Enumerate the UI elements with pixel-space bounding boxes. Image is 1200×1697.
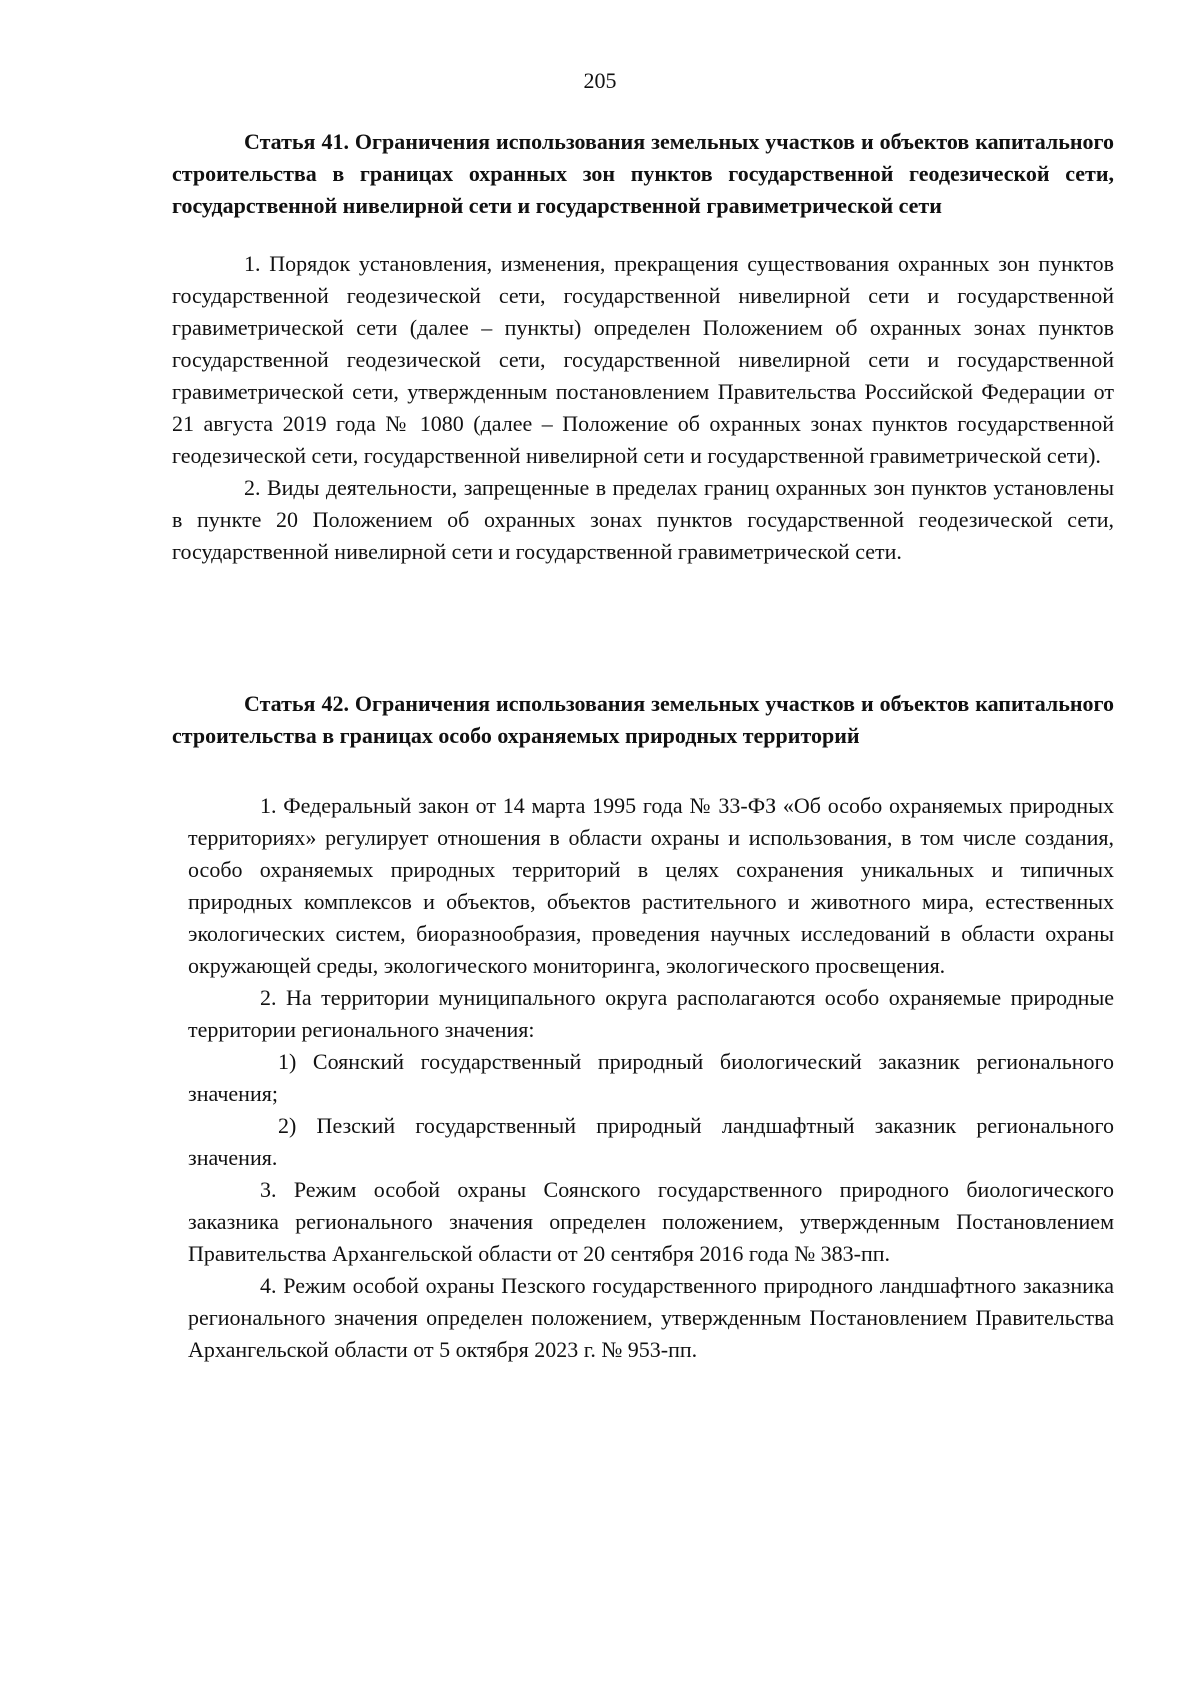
- article-42-paragraph-3: 3. Режим особой охраны Соянского государственного природного биологического заказника регионального значения определен положением, утвержденным Постановлением Правительства Архангельской области от 20 сентября 2016 года № 383-пп.: [188, 1177, 1114, 1266]
- article-42-list-item-2: 2) Пезский государственный природный ландшафтный заказник регионального значения.: [188, 1113, 1114, 1170]
- article-42: [172, 688, 1114, 1366]
- article-41-paragraph-1: 1. Порядок установления, изменения, прекращения существования охранных зон пунктов государственной геодезической сети, государственной нивелирной сети и государственной гравиметрической сети (далее – пункты) определен Положением об охранных зонах пунктов государственной геодезической сети, государственной нивелирной сети и государственной гравиметрической сети, утвержденным постановлением Правительства Российской Федерации от 21 августа 2019 года № 1080 (далее – Положение об охранных зонах пунктов государственной геодезической сети, государственной нивелирной сети и государственной гравиметрической сети).: [172, 251, 1114, 468]
- page-number: 205: [583, 68, 617, 93]
- article-42-list-item-1: 1) Соянский государственный природный биологический заказник регионального значения;: [188, 1049, 1114, 1106]
- article-42-paragraph-1: 1. Федеральный закон от 14 марта 1995 года № 33-ФЗ «Об особо охраняемых природных территориях» регулирует отношения в области охраны и использования, в том числе создания, особо охраняемых природных территорий в целях сохранения уникальных и типичных природных комплексов и объектов, объектов растительного и животного мира, естественных экологических систем, биоразнообразия, проведения научных исследований в области охраны окружающей среды, экологического мониторинга, экологического просвещения.: [188, 793, 1114, 978]
- article-41-paragraph-2: 2. Виды деятельности, запрещенные в пределах границ охранных зон пунктов установлены в пункте 20 Положением об охранных зонах пунктов государственной геодезической сети, государственной нивелирной сети и государственной гравиметрической сети.: [172, 475, 1114, 564]
- article-41: [172, 126, 1114, 568]
- article-42-paragraph-2: 2. На территории муниципального округа располагаются особо охраняемые природные территории регионального значения:: [188, 985, 1114, 1042]
- article-42-paragraph-4: 4. Режим особой охраны Пезского государственного природного ландшафтного заказника регионального значения определен положением, утвержденным Постановлением Правительства Архангельской области от 5 октября 2023 г. № 953-пп.: [188, 1273, 1114, 1362]
- article-41-heading: Статья 41. Ограничения использования земельных участков и объектов капитального строительства в границах охранных зон пунктов государственной геодезической сети, государственной нивелирной сети и государственной гравиметрической сети: [172, 129, 1114, 218]
- article-42-heading: Статья 42. Ограничения использования земельных участков и объектов капитального строительства в границах особо охраняемых природных территорий: [172, 691, 1114, 748]
